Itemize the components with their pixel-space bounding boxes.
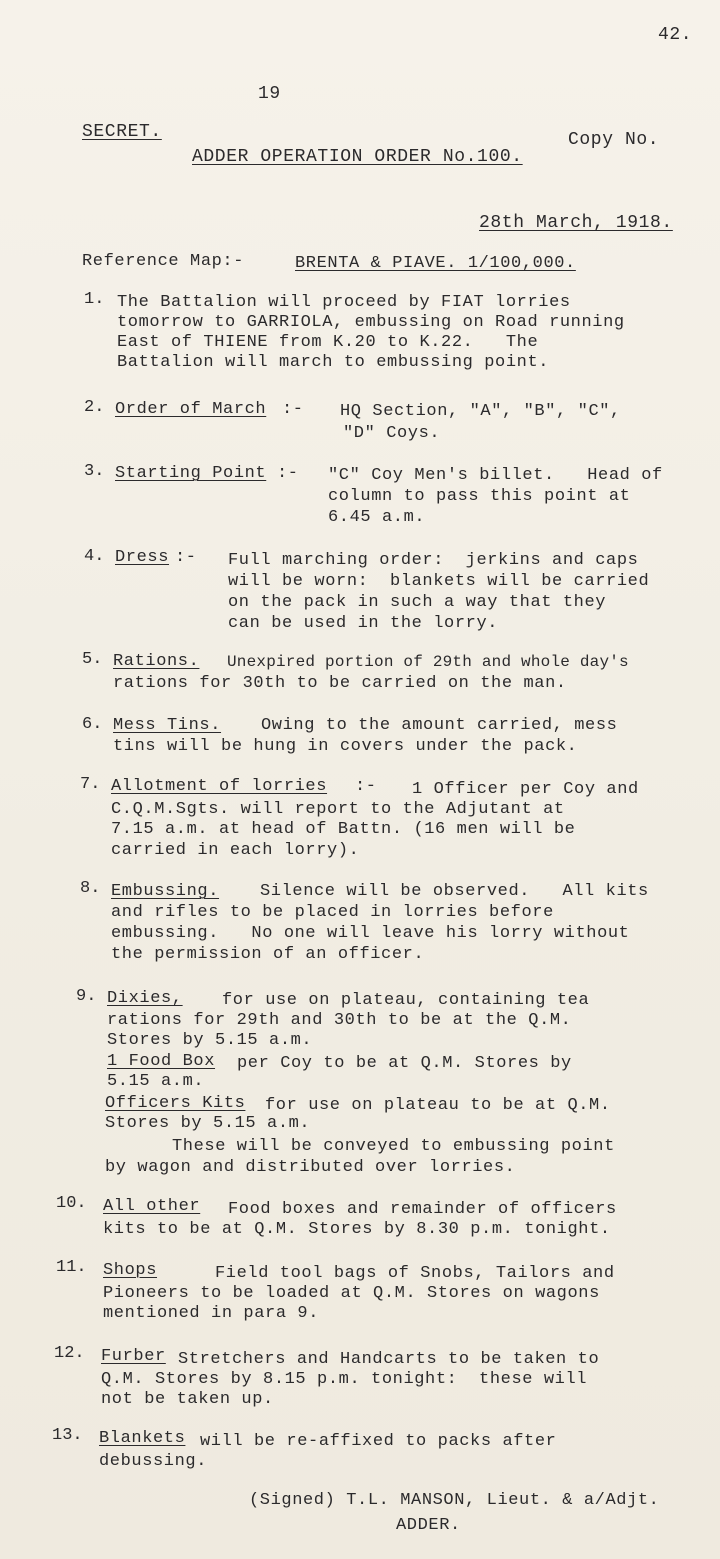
para-line: Unexpired portion of 29th and whole day's xyxy=(227,653,629,671)
para-heading: Blankets xyxy=(99,1429,186,1448)
para-heading: Shops xyxy=(103,1261,158,1280)
para-heading-suffix: :- xyxy=(355,777,377,796)
para-line: rations for 30th to be carried on the man. xyxy=(113,674,567,693)
para-line: 1 Officer per Coy and xyxy=(412,780,639,799)
para-line: carried in each lorry). xyxy=(111,841,360,860)
para-heading: Dress xyxy=(115,548,170,567)
page-number-center: 19 xyxy=(258,84,281,104)
para-heading: All other xyxy=(103,1197,201,1216)
para-number: 6. xyxy=(82,715,103,734)
para-number: 13. xyxy=(52,1426,83,1445)
para-line: These will be conveyed to embussing point xyxy=(172,1137,615,1156)
para-line: will be re-affixed to packs after xyxy=(200,1432,557,1451)
para-line: C.Q.M.Sgts. will report to the Adjutant at xyxy=(111,800,565,819)
page-number-right: 42. xyxy=(658,25,693,45)
copy-number-label: Copy No. xyxy=(568,130,660,150)
signature-line: (Signed) T.L. MANSON, Lieut. & a/Adjt. xyxy=(249,1491,660,1510)
para-line: rations for 29th and 30th to be at the Q.M. xyxy=(107,1011,572,1030)
para-line: will be worn: blankets will be carried xyxy=(228,572,650,591)
para-heading: Furber xyxy=(101,1347,166,1366)
para-heading-suffix: :- xyxy=(175,548,197,567)
para-heading-suffix: :- xyxy=(282,400,304,419)
para-heading: Rations. xyxy=(113,652,200,671)
para-number: 10. xyxy=(56,1194,87,1213)
para-line: Food boxes and remainder of officers xyxy=(228,1200,617,1219)
para-line: by wagon and distributed over lorries. xyxy=(105,1158,516,1177)
para-line: Stores by 5.15 a.m. xyxy=(105,1114,311,1133)
classification-label: SECRET. xyxy=(82,122,162,142)
para-line: Silence will be observed. All kits xyxy=(260,882,649,901)
order-date: 28th March, 1918. xyxy=(479,213,673,233)
para-number: 1. xyxy=(84,290,105,309)
para-subheading: 1 Food Box xyxy=(107,1052,216,1071)
para-line: can be used in the lorry. xyxy=(228,614,499,633)
para-number: 3. xyxy=(84,462,105,481)
para-number: 2. xyxy=(84,398,105,417)
para-line: Full marching order: jerkins and caps xyxy=(228,551,639,570)
para-line: "C" Coy Men's billet. Head of xyxy=(328,466,663,485)
para-line: tins will be hung in covers under the pack. xyxy=(113,737,578,756)
para-line: debussing. xyxy=(99,1452,208,1471)
para-heading: Starting Point xyxy=(115,464,267,483)
para-line: Battalion will march to embussing point. xyxy=(117,353,550,372)
para-line: for use on plateau to be at Q.M. xyxy=(265,1096,611,1115)
para-line: embussing. No one will leave his lorry without xyxy=(111,924,630,943)
para-heading-suffix: :- xyxy=(277,464,299,483)
para-number: 7. xyxy=(80,775,101,794)
para-line: The Battalion will proceed by FIAT lorries xyxy=(117,293,571,312)
para-line: on the pack in such a way that they xyxy=(228,593,607,612)
para-line: mentioned in para 9. xyxy=(103,1304,320,1323)
para-line: Field tool bags of Snobs, Tailors and xyxy=(215,1264,615,1283)
para-line: HQ Section, "A", "B", "C", xyxy=(340,402,621,421)
para-line: "D" Coys. xyxy=(343,424,441,443)
para-subheading: Officers Kits xyxy=(105,1094,246,1113)
para-line: 7.15 a.m. at head of Battn. (16 men will be xyxy=(111,820,576,839)
para-line: and rifles to be placed in lorries before xyxy=(111,903,554,922)
para-line: East of THIENE from K.20 to K.22. The xyxy=(117,333,539,352)
para-number: 12. xyxy=(54,1344,85,1363)
para-line: column to pass this point at xyxy=(328,487,631,506)
order-title: ADDER OPERATION ORDER No.100. xyxy=(192,147,523,167)
para-line: the permission of an officer. xyxy=(111,945,425,964)
para-line: Owing to the amount carried, mess xyxy=(261,716,618,735)
para-line: per Coy to be at Q.M. Stores by xyxy=(237,1054,572,1073)
para-line: not be taken up. xyxy=(101,1390,274,1409)
para-number: 11. xyxy=(56,1258,87,1277)
para-heading: Order of March xyxy=(115,400,267,419)
signature-unit: ADDER. xyxy=(396,1516,461,1535)
para-line: 6.45 a.m. xyxy=(328,508,426,527)
reference-map-label: Reference Map:- xyxy=(82,252,245,271)
para-heading: Embussing. xyxy=(111,882,220,901)
para-line: tomorrow to GARRIOLA, embussing on Road running xyxy=(117,313,625,332)
para-number: 4. xyxy=(84,547,105,566)
para-number: 9. xyxy=(76,987,97,1006)
para-line: 5.15 a.m. xyxy=(107,1072,205,1091)
para-heading: Mess Tins. xyxy=(113,716,222,735)
para-line: for use on plateau, containing tea xyxy=(222,991,590,1010)
para-number: 8. xyxy=(80,879,101,898)
para-heading: Dixies, xyxy=(107,989,183,1008)
para-heading: Allotment of lorries xyxy=(111,777,328,796)
para-line: Q.M. Stores by 8.15 p.m. tonight: these will xyxy=(101,1370,588,1389)
para-number: 5. xyxy=(82,650,103,669)
para-line: kits to be at Q.M. Stores by 8.30 p.m. tonight. xyxy=(103,1220,611,1239)
para-line: Stretchers and Handcarts to be taken to xyxy=(178,1350,600,1369)
reference-map-value: BRENTA & PIAVE. 1/100,000. xyxy=(295,254,576,273)
para-line: Pioneers to be loaded at Q.M. Stores on wagons xyxy=(103,1284,600,1303)
para-line: Stores by 5.15 a.m. xyxy=(107,1031,313,1050)
